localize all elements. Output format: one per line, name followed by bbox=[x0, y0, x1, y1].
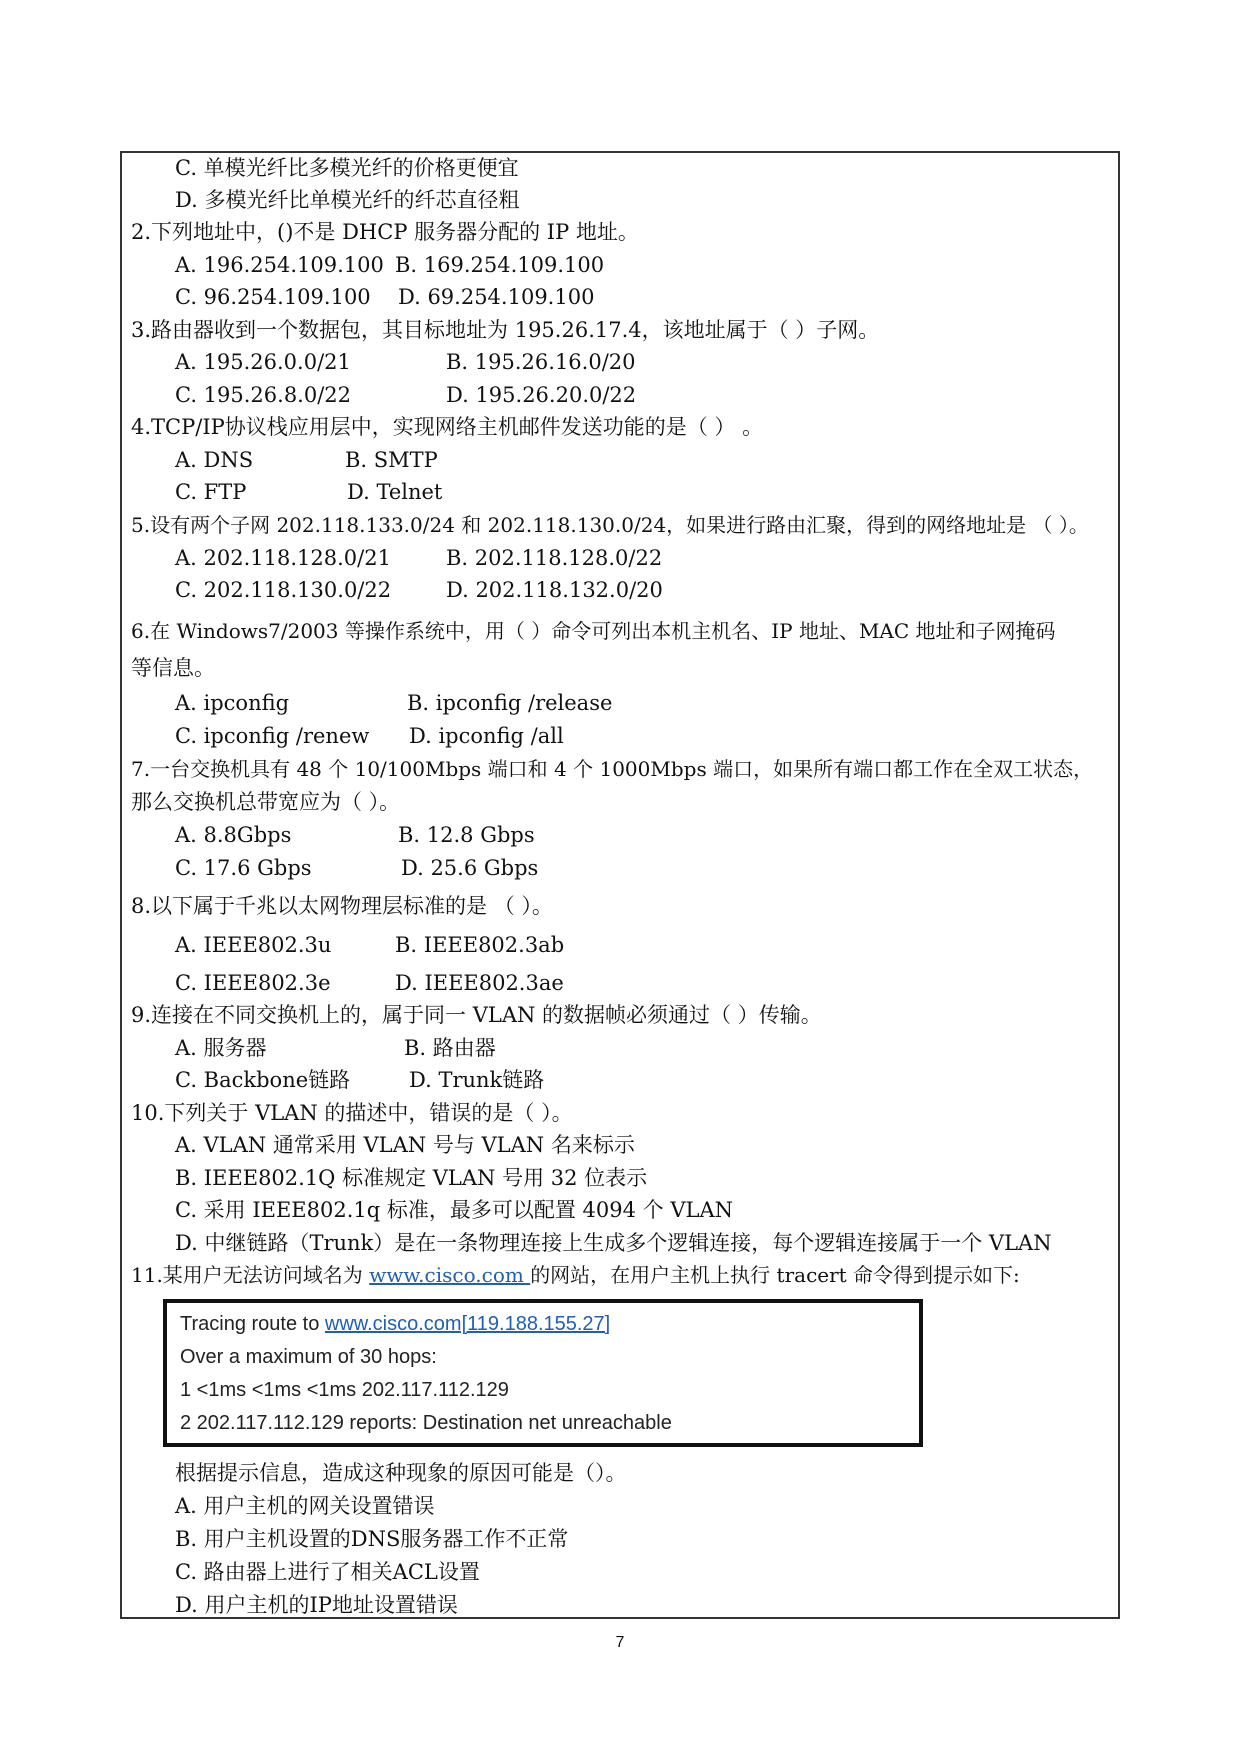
q5-option-d: D. 202.118.132.0/20 bbox=[446, 578, 663, 602]
q4-text: 4.TCP/IP协议栈应用层中，实现网络主机邮件发送功能的是（ ） 。 bbox=[131, 415, 764, 439]
q7-text: 7.一台交换机具有 48 个 10/100Mbps 端口和 4 个 1000Mbps 端口，如果所有端口都工作在全双工状态， bbox=[131, 757, 1094, 781]
tracert-line-3: 1 <1ms <1ms <1ms 202.117.112.129 bbox=[180, 1379, 509, 1401]
q2-option-c: C. 96.254.109.100 bbox=[175, 285, 371, 309]
q6-option-d: D. ipconfig /all bbox=[409, 724, 564, 748]
q11-text-suffix: 的网站，在用户主机上执行 tracert 命令得到提示如下: bbox=[530, 1263, 1020, 1287]
q7-option-d: D. 25.6 Gbps bbox=[401, 856, 539, 880]
q6-option-c: C. ipconfig /renew bbox=[175, 724, 370, 748]
q5-option-a: A. 202.118.128.0/21 bbox=[175, 546, 391, 570]
q9-option-c: C. Backbone链路 bbox=[175, 1068, 351, 1092]
q4-option-b: B. SMTP bbox=[345, 448, 438, 472]
q9-option-a: A. 服务器 bbox=[175, 1036, 267, 1060]
q6-text: 6.在 Windows7/2003 等操作系统中，用（ ）命令可列出本机主机名、IP 地址、MAC 地址和子网掩码 bbox=[131, 619, 1056, 643]
q11-option-a: A. 用户主机的网关设置错误 bbox=[175, 1494, 435, 1518]
q10-option-d: D. 中继链路（Trunk）是在一条物理连接上生成多个逻辑连接，每个逻辑连接属于一个 VLAN bbox=[175, 1231, 1052, 1255]
q2-text: 2.下列地址中，()不是 DHCP 服务器分配的 IP 地址。 bbox=[131, 220, 639, 244]
q4-option-c: C. FTP bbox=[175, 480, 247, 504]
q10-option-c: C. 采用 IEEE802.1q 标准，最多可以配置 4094 个 VLAN bbox=[175, 1198, 733, 1222]
q7-text-cont: 那么交换机总带宽应为（ ）。 bbox=[131, 790, 401, 814]
q11-option-c: C. 路由器上进行了相关ACL设置 bbox=[175, 1560, 480, 1584]
q5-text: 5.设有两个子网 202.118.133.0/24 和 202.118.130.0/24，如果进行路由汇聚，得到的网络地址是 （ ）。 bbox=[131, 513, 1089, 537]
q7-option-a: A. 8.8Gbps bbox=[175, 823, 292, 847]
q10-option-a: A. VLAN 通常采用 VLAN 号与 VLAN 名来标示 bbox=[175, 1133, 635, 1157]
q9-text: 9.连接在不同交换机上的，属于同一 VLAN 的数据帧必须通过（ ）传输。 bbox=[131, 1003, 822, 1027]
q8-option-b: B. IEEE802.3ab bbox=[395, 933, 565, 957]
q4-option-d: D. Telnet bbox=[347, 480, 443, 504]
q3-option-a: A. 195.26.0.0/21 bbox=[175, 350, 351, 374]
q4-option-a: A. DNS bbox=[175, 448, 254, 472]
q8-option-d: D. IEEE802.3ae bbox=[395, 971, 564, 995]
page-number: 7 bbox=[615, 1634, 625, 1651]
q10-option-b: B. IEEE802.1Q 标准规定 VLAN 号用 32 位表示 bbox=[175, 1166, 648, 1190]
tracert-target-link[interactable]: www.cisco.com[119.188.155.27] bbox=[324, 1313, 611, 1335]
q9-option-b: B. 路由器 bbox=[404, 1036, 496, 1060]
q7-option-c: C. 17.6 Gbps bbox=[175, 856, 312, 880]
q3-option-c: C. 195.26.8.0/22 bbox=[175, 383, 352, 407]
q2-option-b: B. 169.254.109.100 bbox=[395, 253, 605, 277]
q11-option-b: B. 用户主机设置的DNS服务器工作不正常 bbox=[175, 1527, 569, 1551]
q6-option-a: A. ipconfig bbox=[175, 691, 290, 715]
q8-option-c: C. IEEE802.3e bbox=[175, 971, 331, 995]
q11-prompt: 根据提示信息，造成这种现象的原因可能是（）。 bbox=[175, 1461, 627, 1485]
q11-text bbox=[131, 1262, 1020, 1288]
q7-option-b: B. 12.8 Gbps bbox=[398, 823, 535, 847]
q8-option-a: A. IEEE802.3u bbox=[175, 933, 332, 957]
cisco-link[interactable]: www.cisco.com bbox=[369, 1263, 531, 1287]
tracert-line-2: Over a maximum of 30 hops: bbox=[180, 1346, 437, 1368]
q5-option-c: C. 202.118.130.0/22 bbox=[175, 578, 392, 602]
q11-text-prefix: 11.某用户无法访问域名为 bbox=[131, 1263, 370, 1287]
tracert-line-1 bbox=[180, 1311, 610, 1337]
q6-text-cont: 等信息。 bbox=[131, 656, 215, 680]
tracert-line-1-prefix: Tracing route to bbox=[180, 1313, 325, 1335]
q3-text: 3.路由器收到一个数据包，其目标地址为 195.26.17.4，该地址属于（ ）子网。 bbox=[131, 318, 880, 342]
tracert-line-4: 2 202.117.112.129 reports: Destination net unreachable bbox=[180, 1412, 672, 1434]
q1-option-c: C. 单模光纤比多模光纤的价格更便宜 bbox=[175, 156, 519, 180]
q2-option-d: D. 69.254.109.100 bbox=[398, 285, 595, 309]
q11-option-d: D. 用户主机的IP地址设置错误 bbox=[175, 1593, 458, 1617]
q1-option-d: D. 多模光纤比单模光纤的纤芯直径粗 bbox=[175, 188, 520, 212]
q3-option-d: D. 195.26.20.0/22 bbox=[446, 383, 637, 407]
q8-text: 8.以下属于千兆以太网物理层标准的是 （ ）。 bbox=[131, 894, 553, 918]
q5-option-b: B. 202.118.128.0/22 bbox=[446, 546, 663, 570]
q2-option-a: A. 196.254.109.100 bbox=[175, 253, 384, 277]
q3-option-b: B. 195.26.16.0/20 bbox=[446, 350, 636, 374]
q10-text: 10.下列关于 VLAN 的描述中，错误的是（ ）。 bbox=[131, 1101, 573, 1125]
q6-option-b: B. ipconfig /release bbox=[407, 691, 613, 715]
q9-option-d: D. Trunk链路 bbox=[409, 1068, 545, 1092]
